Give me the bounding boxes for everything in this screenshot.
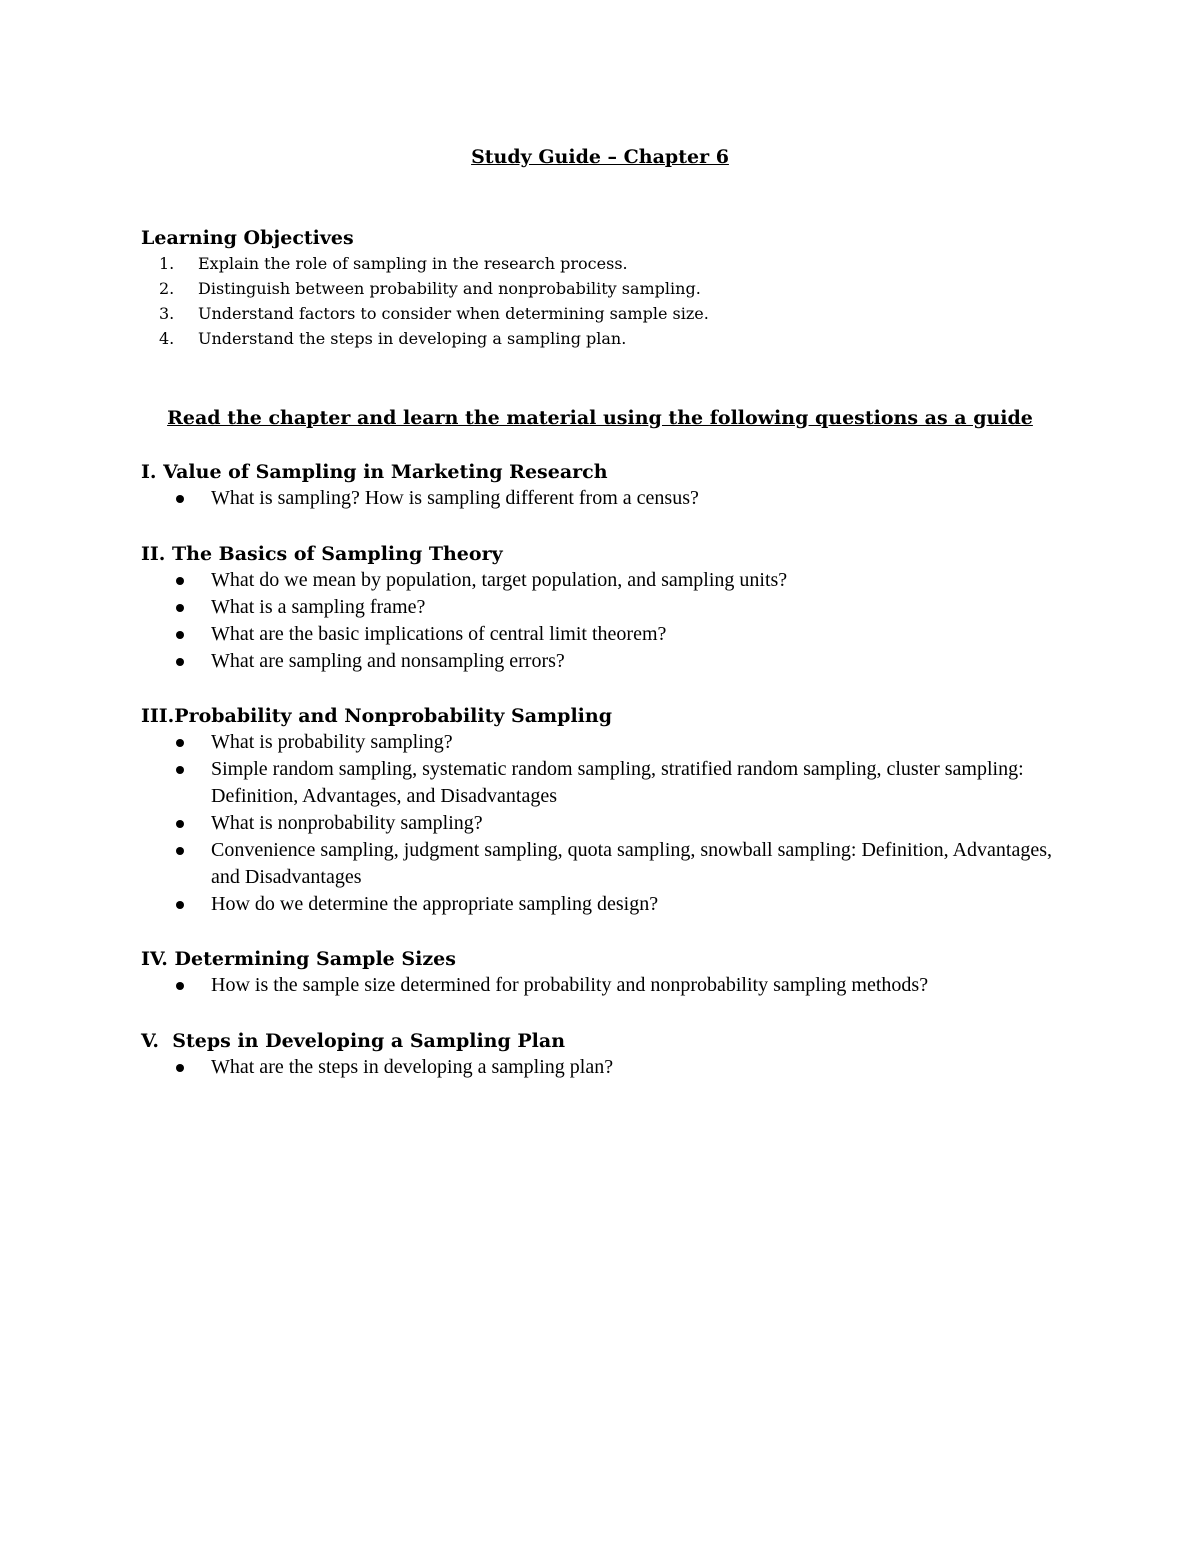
bullet-item [141, 648, 1061, 675]
bullet-icon [176, 631, 184, 639]
bullet-item [141, 810, 1061, 837]
bullet-text: What is nonprobability sampling? [211, 812, 483, 834]
section-bullet-list [141, 1054, 1061, 1081]
section-determining-sample-sizes [141, 946, 1061, 999]
bullet-text: What are sampling and nonsampling errors? [211, 650, 565, 672]
bullet-text: Convenience sampling, judgment sampling, quota sampling, snowball sampling: Definition, Advantages, and Disadvantages [211, 839, 1052, 888]
bullet-icon [176, 577, 184, 585]
section-bullet-list [141, 567, 1061, 675]
bullet-item [141, 837, 1061, 891]
bullet-icon [176, 495, 184, 503]
section-steps-in-sampling-plan [141, 1028, 1061, 1081]
bullet-icon [176, 1064, 184, 1072]
bullet-item [141, 594, 1061, 621]
bullet-item [141, 972, 1061, 999]
bullet-text: How do we determine the appropriate sampling design? [211, 893, 659, 915]
section-probability-and-nonprobability-sampling [141, 703, 1061, 918]
section-heading: II. The Basics of Sampling Theory [141, 543, 503, 565]
bullet-item [141, 1054, 1061, 1081]
section-value-of-sampling [141, 459, 1061, 512]
bullet-icon [176, 604, 184, 612]
section-bullet-list [141, 972, 1061, 999]
bullet-text: What is sampling? How is sampling different from a census? [211, 487, 699, 509]
learning-objective-number: 3. [159, 304, 175, 323]
bullet-icon [176, 847, 184, 855]
bullet-item [141, 567, 1061, 594]
bullet-text: What are the steps in developing a sampling plan? [211, 1056, 614, 1078]
bullet-icon [176, 739, 184, 747]
bullet-text: What is a sampling frame? [211, 596, 426, 618]
section-bullet-list [141, 729, 1061, 918]
bullet-item [141, 729, 1061, 756]
bullet-icon [176, 820, 184, 828]
bullet-item [141, 485, 1061, 512]
learning-objective-text: Understand the steps in developing a sampling plan. [198, 329, 627, 348]
learning-objective-text: Explain the role of sampling in the research process. [198, 254, 628, 273]
guide-heading: Read the chapter and learn the material using the following questions as a guide [167, 407, 1033, 429]
bullet-text: What are the basic implications of central limit theorem? [211, 623, 667, 645]
learning-objectives-heading: Learning Objectives [141, 227, 354, 249]
bullet-text: How is the sample size determined for probability and nonprobability sampling methods? [211, 974, 929, 996]
bullet-icon [176, 766, 184, 774]
bullet-text: What is probability sampling? [211, 731, 453, 753]
bullet-icon [176, 658, 184, 666]
learning-objective-text: Distinguish between probability and nonprobability sampling. [198, 279, 701, 298]
section-heading: I. Value of Sampling in Marketing Research [141, 461, 608, 483]
document-title: Study Guide – Chapter 6 [471, 146, 729, 168]
learning-objective-number: 2. [159, 279, 175, 298]
bullet-icon [176, 982, 184, 990]
section-basics-of-sampling-theory [141, 541, 1061, 675]
bullet-item [141, 621, 1061, 648]
bullet-text: What do we mean by population, target population, and sampling units? [211, 569, 788, 591]
bullet-item [141, 891, 1061, 918]
learning-objective-text: Understand factors to consider when determining sample size. [198, 304, 709, 323]
learning-objective-number: 4. [159, 329, 175, 348]
section-bullet-list [141, 485, 1061, 512]
section-heading: III.Probability and Nonprobability Sampling [141, 705, 612, 727]
section-heading: IV. Determining Sample Sizes [141, 948, 456, 970]
bullet-icon [176, 901, 184, 909]
section-heading: V. Steps in Developing a Sampling Plan [141, 1030, 566, 1052]
bullet-text: Simple random sampling, systematic random sampling, stratified random sampling, cluster sampling: Definition, Advantages, and Disadvantages [211, 758, 1024, 807]
bullet-item [141, 756, 1061, 810]
learning-objective-number: 1. [159, 254, 175, 273]
